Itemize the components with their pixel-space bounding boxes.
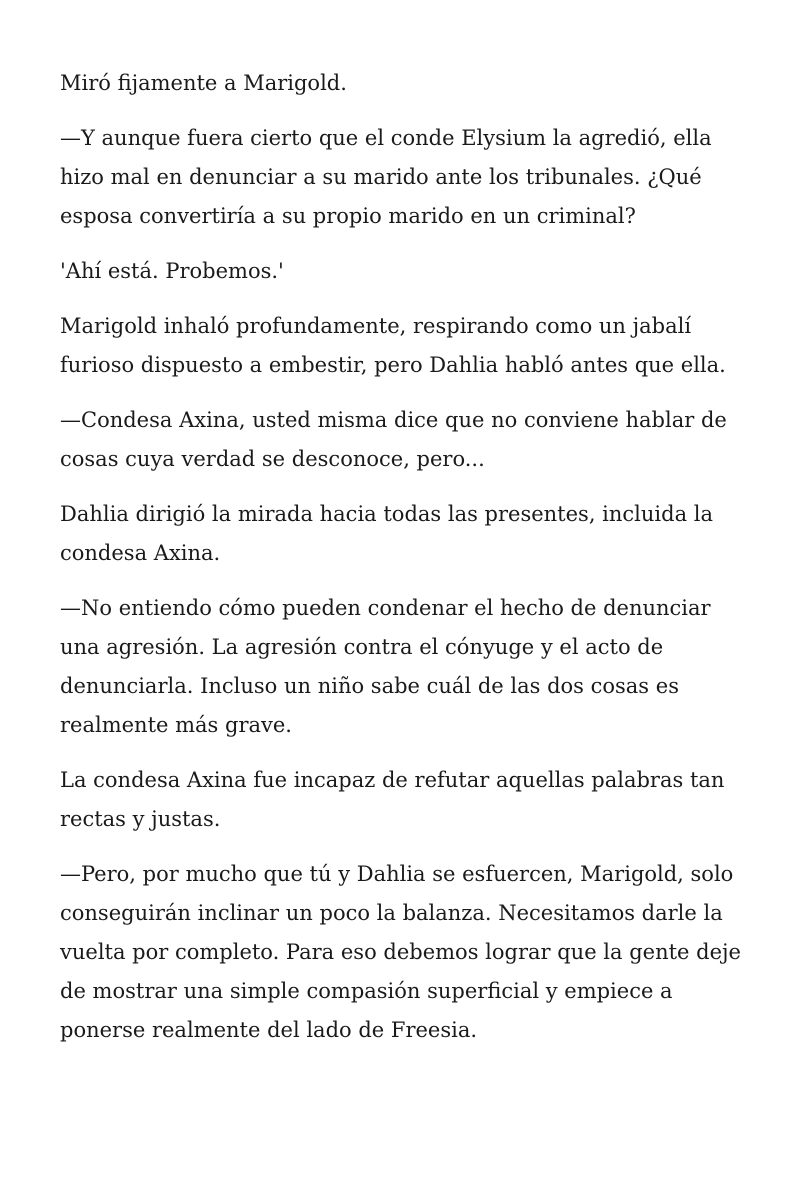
book-page-text: [60, 64, 750, 1066]
paragraph: Miró fijamente a Marigold.: [60, 71, 347, 95]
paragraph: Dahlia dirigió la mirada hacia todas las presentes, incluida la condesa Axina.: [60, 502, 714, 565]
paragraph: —Y aunque fuera cierto que el conde Elysium la agredió, ella hizo mal en denunciar a su marido ante los tribunales. ¿Qué esposa convertiría a su propio marido en un criminal?: [60, 126, 712, 228]
paragraph: La condesa Axina fue incapaz de refutar aquellas palabras tan rectas y justas.: [60, 768, 725, 831]
paragraph: —No entiendo cómo pueden condenar el hecho de denunciar una agresión. La agresión contra el cónyuge y el acto de denunciarla. Incluso un niño sabe cuál de las dos cosas es realmente más grave.: [60, 596, 711, 737]
paragraph: Marigold inhaló profundamente, respirando como un jabalí furioso dispuesto a embestir, pero Dahlia habló antes que ella.: [60, 314, 726, 377]
paragraph: 'Ahí está. Probemos.': [60, 259, 284, 283]
paragraph: —Pero, por mucho que tú y Dahlia se esfuercen, Marigold, solo conseguirán inclinar un poco la balanza. Necesitamos darle la vuelta por completo. Para eso debemos lograr que la gente deje de mostrar una simple compasión superficial y empiece a ponerse realmente del lado de Freesia.: [60, 862, 741, 1042]
paragraph: —Condesa Axina, usted misma dice que no conviene hablar de cosas cuya verdad se desconoce, pero...: [60, 408, 727, 471]
